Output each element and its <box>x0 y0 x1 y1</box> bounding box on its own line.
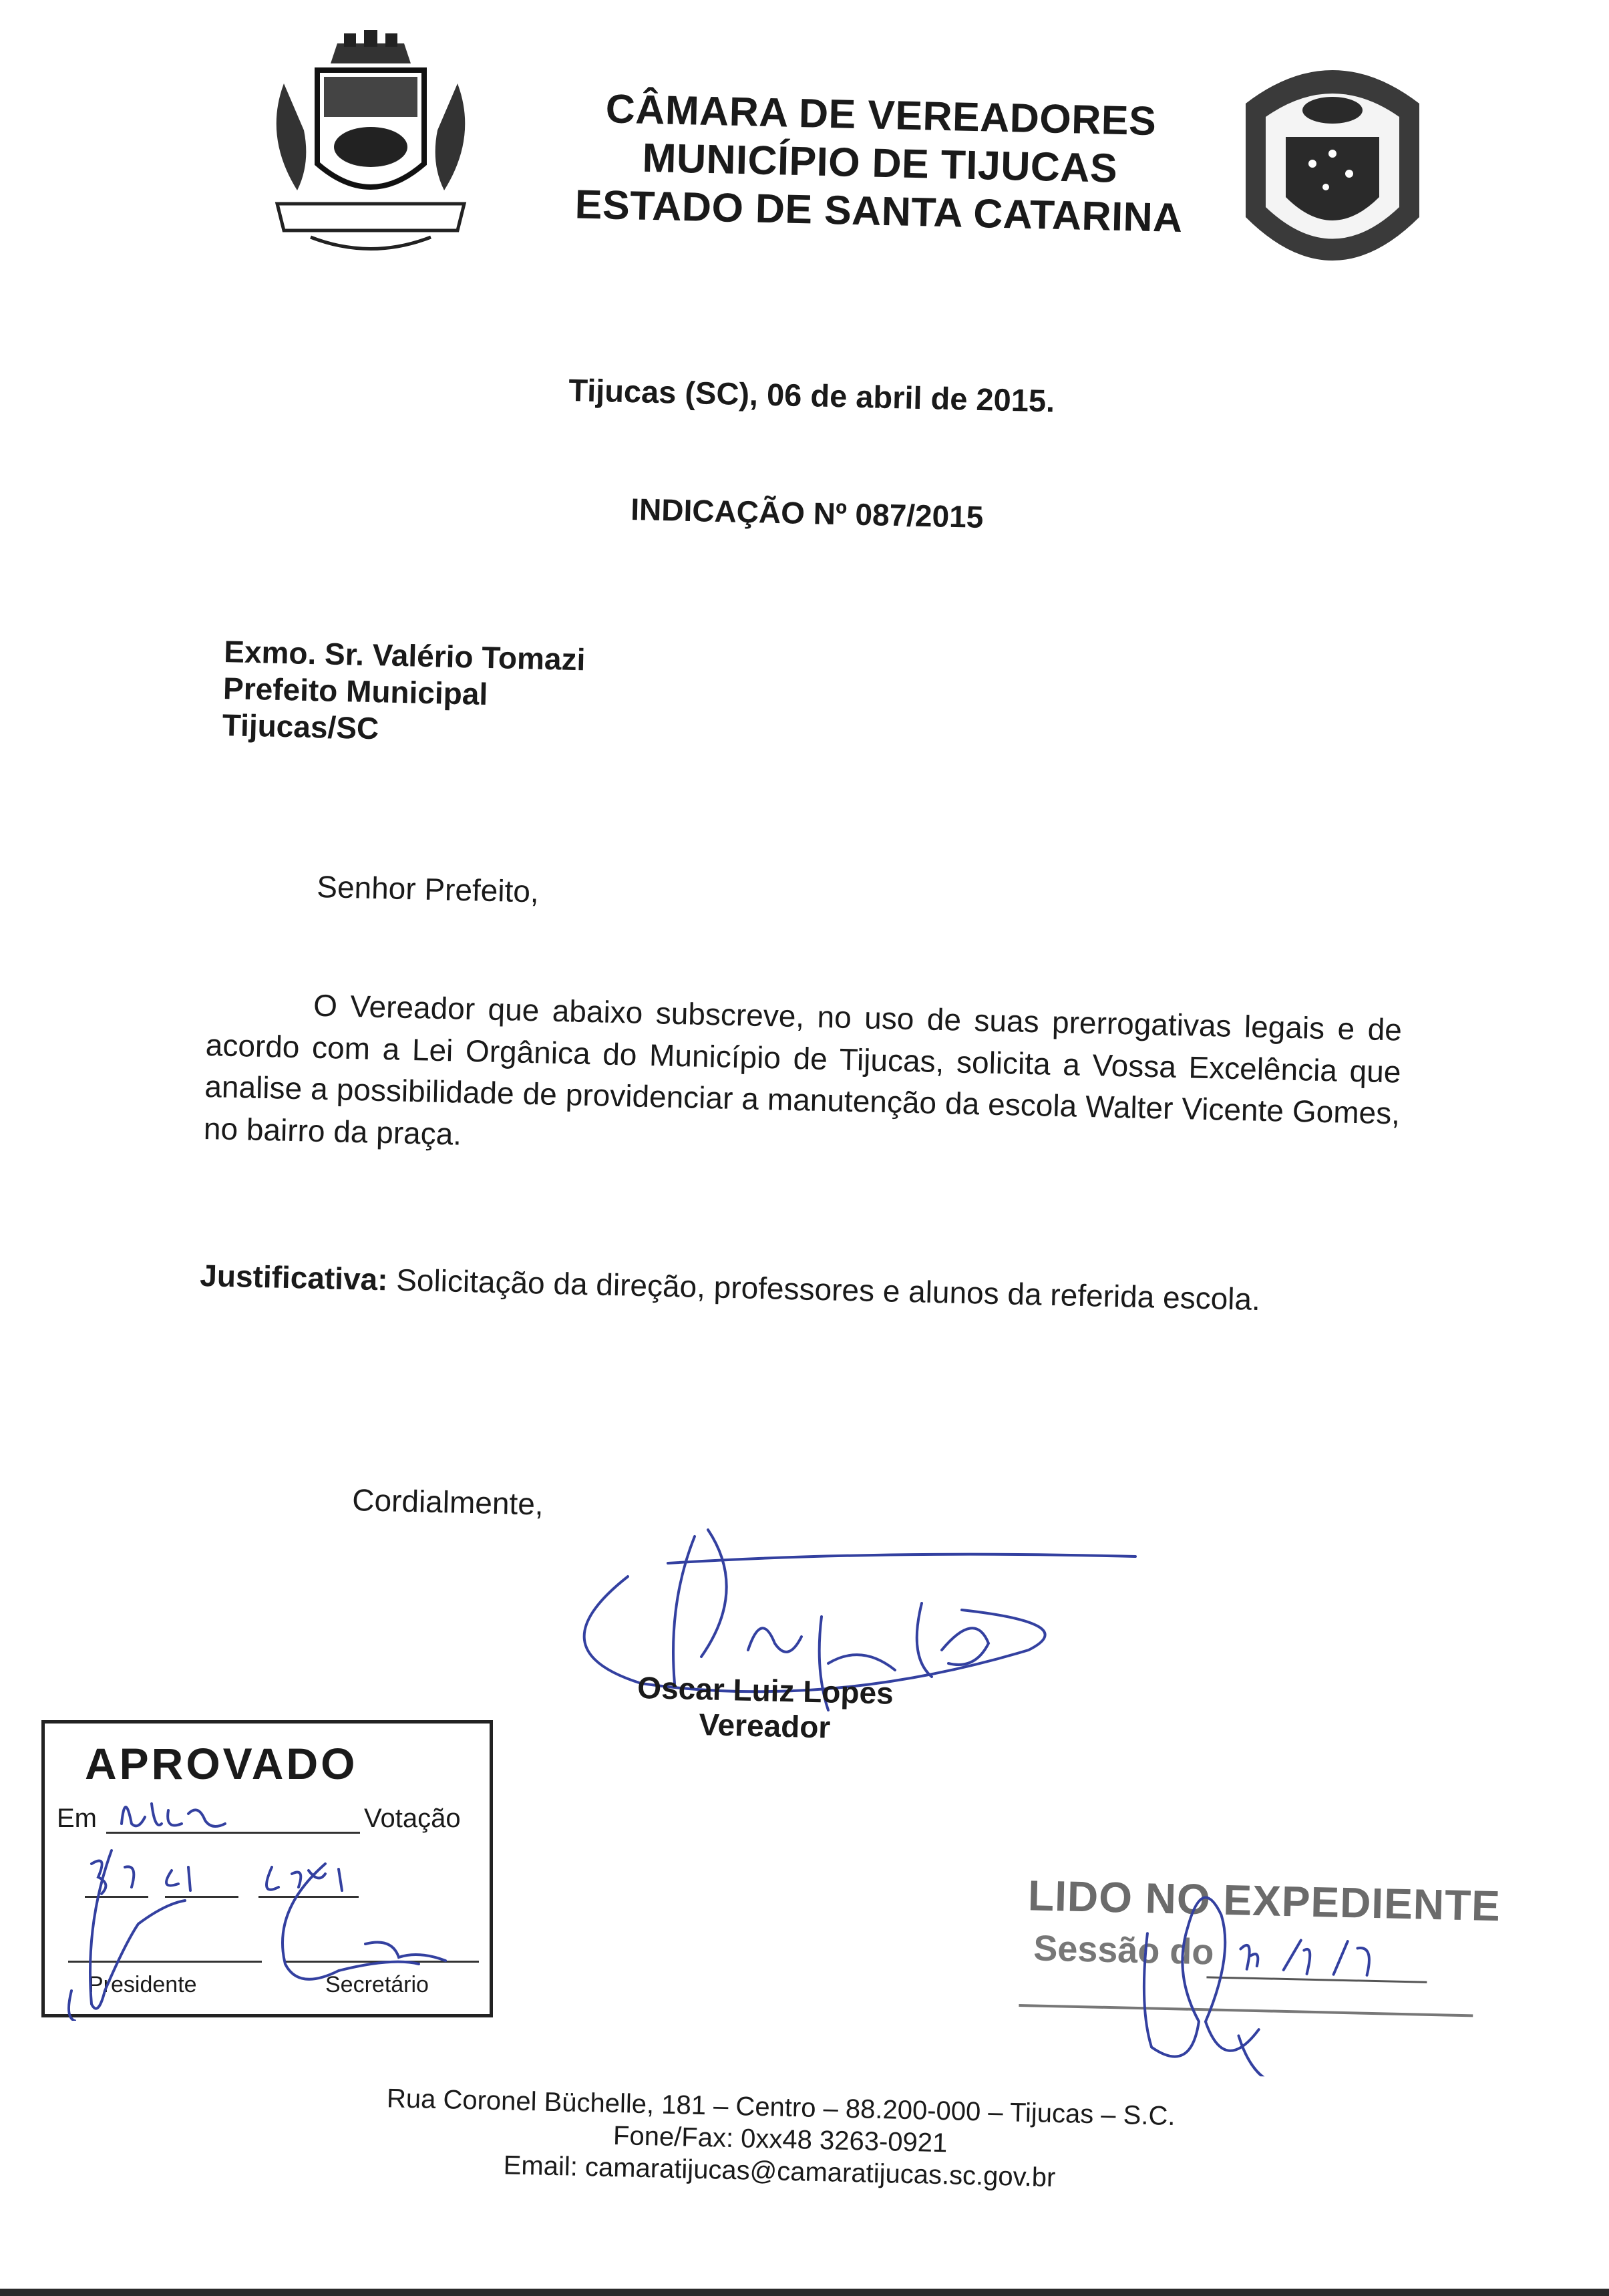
approval-em-label: Em <box>57 1804 97 1833</box>
signer-role: Vereador <box>698 1706 831 1745</box>
indicacao-number: INDICAÇÃO Nº 087/2015 <box>630 491 984 534</box>
addressee-name: Exmo. Sr. Valério Tomazi <box>223 633 586 677</box>
lido-stamp-title: LIDO NO EXPEDIENTE <box>1027 1871 1501 1931</box>
header-line-2: MUNICÍPIO DE TIJUCAS <box>641 134 1118 191</box>
addressee-title: Prefeito Municipal <box>222 671 488 712</box>
header-line-3: ESTADO DE SANTA CATARINA <box>574 181 1184 241</box>
footer-email: Email: camaratijucas@camaratijucas.sc.gov.br <box>503 2150 1056 2192</box>
header-line-1: CÂMARA DE VEREADORES <box>605 86 1157 144</box>
approval-stamp-title: APROVADO <box>85 1739 358 1788</box>
body-paragraph <box>203 982 1402 1176</box>
addressee-block <box>222 633 586 752</box>
addressee-place: Tijucas/SC <box>222 707 379 746</box>
lido-sessao-label: Sessão do <box>1033 1928 1215 1973</box>
signer-name: Oscar Luiz Lopes <box>637 1670 894 1711</box>
page-edge <box>0 2289 1609 2296</box>
justification-text: Solicitação da direção, professores e alunos da referida escola. <box>387 1262 1261 1317</box>
justification-label: Justificativa: <box>199 1257 389 1297</box>
salutation: Senhor Prefeito, <box>316 868 540 909</box>
lido-handwriting <box>1017 1870 1489 2082</box>
justification <box>200 1257 1261 1317</box>
approval-votacao-label: Votação <box>364 1804 461 1833</box>
approval-stamp <box>41 1720 493 2017</box>
approval-handwriting <box>45 1724 496 2021</box>
signer-block <box>637 1670 894 1746</box>
closing: Cordialmente, <box>351 1482 544 1522</box>
institution-header <box>531 84 1229 243</box>
municipal-coat-of-arms-icon <box>257 30 484 261</box>
footer <box>319 2081 1242 2198</box>
presidente-label: Presidente <box>88 1972 197 1997</box>
lido-expediente-stamp <box>1018 1870 1501 2055</box>
footer-phone: Fone/Fax: 0xx48 3263-0921 <box>612 2120 948 2158</box>
footer-address: Rua Coronel Büchelle, 181 – Centro – 88.200-000 – Tijucas – S.C. <box>386 2084 1176 2132</box>
body-text: O Vereador que abaixo subscreve, no uso de suas prerrogativas legais e de acordo com a Lei Orgânica do Município de Tijucas, solicita a Vossa Excelência que analise a possibilidade de providenciar a manutenção da escola Walter Vicente Gomes, no bairro da praça. <box>203 987 1403 1152</box>
poder-legislativo-municipal-seal-icon <box>1239 63 1426 287</box>
secretario-label: Secretário <box>325 1972 429 1997</box>
document-date: Tijucas (SC), 06 de abril de 2015. <box>568 371 1055 419</box>
